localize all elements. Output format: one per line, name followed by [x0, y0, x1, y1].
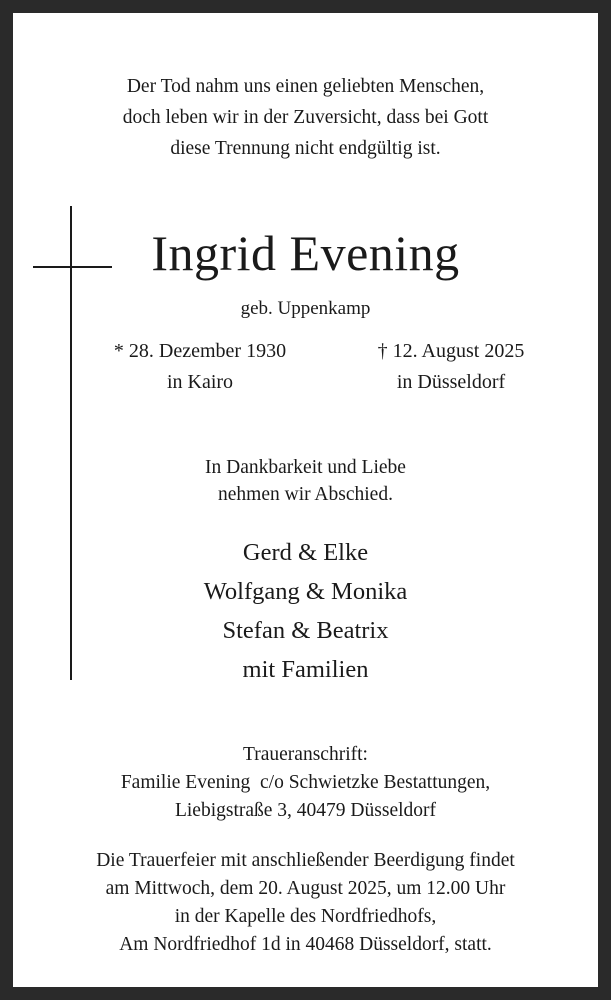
family-line: Stefan & Beatrix	[222, 617, 389, 644]
address-heading: Traueranschrift:	[243, 744, 368, 765]
farewell-line: In Dankbarkeit und Liebe	[205, 457, 406, 478]
farewell	[13, 454, 598, 508]
deceased-name: Ingrid Evening	[151, 225, 460, 281]
service-line: Die Trauerfeier mit anschließender Beerdigung findet	[96, 850, 515, 871]
family-list	[13, 533, 598, 689]
death-info	[331, 336, 571, 398]
death-date: † 12. August 2025	[377, 340, 525, 362]
death-place: in Düsseldorf	[396, 371, 506, 393]
family-line: mit Familien	[242, 656, 369, 683]
quote-line: diese Trennung nicht endgültig ist.	[170, 138, 441, 159]
birth-place: in Kairo	[166, 371, 234, 393]
mourning-address	[13, 741, 598, 825]
farewell-line: nehmen wir Abschied.	[218, 484, 393, 505]
address-line: Familie Evening c/o Schwietzke Bestattungen,	[120, 772, 491, 793]
family-line: Gerd & Elke	[242, 539, 369, 566]
quote	[13, 71, 598, 164]
maiden-name: geb. Uppenkamp	[240, 298, 371, 319]
service-line: in der Kapelle des Nordfriedhofs,	[174, 906, 437, 927]
family-line: Wolfgang & Monika	[203, 578, 408, 605]
birth-info	[75, 336, 325, 398]
obituary-card	[13, 13, 598, 987]
address-line: Liebigstraße 3, 40479 Düsseldorf	[174, 800, 437, 821]
service-line: Am Nordfriedhof 1d in 40468 Düsseldorf, statt.	[119, 934, 492, 955]
quote-line: doch leben wir in der Zuversicht, dass bei Gott	[122, 107, 489, 128]
service-info	[13, 847, 598, 959]
quote-line: Der Tod nahm uns einen geliebten Menschen,	[126, 76, 485, 97]
birth-date: * 28. Dezember 1930	[113, 340, 287, 362]
service-line: am Mittwoch, dem 20. August 2025, um 12.00 Uhr	[105, 878, 506, 899]
